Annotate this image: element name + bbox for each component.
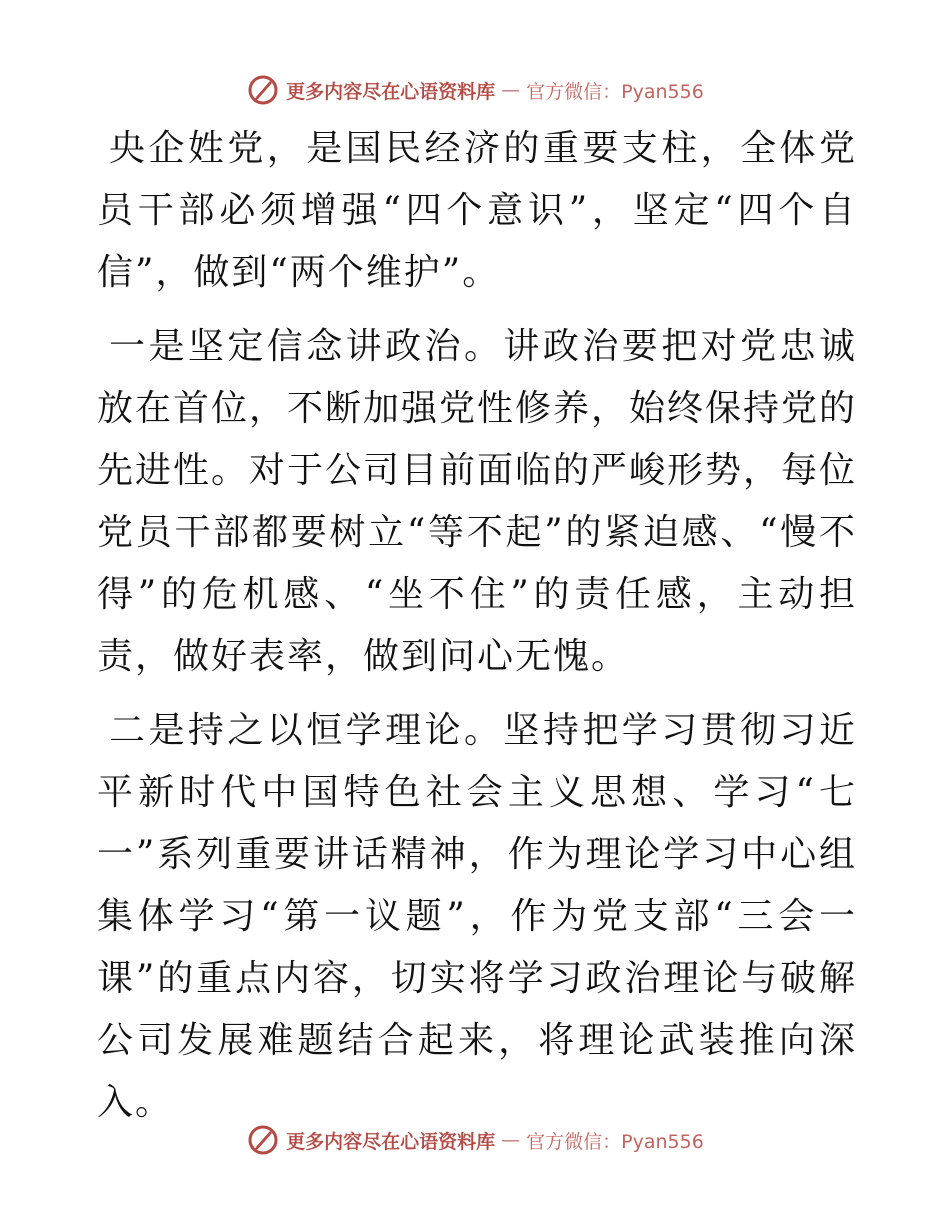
watermark-contact: 官方微信：Pyan556 [526,1130,704,1153]
watermark-separator: — [501,1129,521,1151]
paragraph-politics: 一是坚定信念讲政治。讲政治要把对党忠诚放在首位，不断加强党性修养，始终保持党的先进性。对于公司目前面临的严峻形势，每位党员干部都要树立“等不起”的紧迫感、“慢不得”的危机感、“坐不住”的责任感，主动担责，做好表率，做到问心无愧。 [97,326,858,677]
footer-watermark [0,1120,950,1160]
paragraph-theory: 二是持之以恒学理论。坚持把学习贯彻习近平新时代中国特色社会主义思想、学习“七一”系列重要讲话精神，作为理论学习中心组集体学习“第一议题”，作为党支部“三会一课”的重点内容，切实将学习政治理论与破解公司发展难题结合起来，将理论武装推向深入。 [97,710,857,1123]
quill-logo-icon [246,73,280,107]
watermark-contact: 官方微信：Pyan556 [526,80,704,103]
document-body [97,118,857,1134]
watermark-site-name: 更多内容尽在心语资料库 [286,80,496,103]
paragraph-intro: 央企姓党，是国民经济的重要支柱，全体党员干部必须增强“四个意识”，坚定“四个自信”，做到“两个维护”。 [97,128,857,293]
header-watermark [0,70,950,110]
quill-logo-icon [246,1123,280,1157]
watermark-site-name: 更多内容尽在心语资料库 [286,1130,496,1153]
watermark-separator: — [501,79,521,101]
